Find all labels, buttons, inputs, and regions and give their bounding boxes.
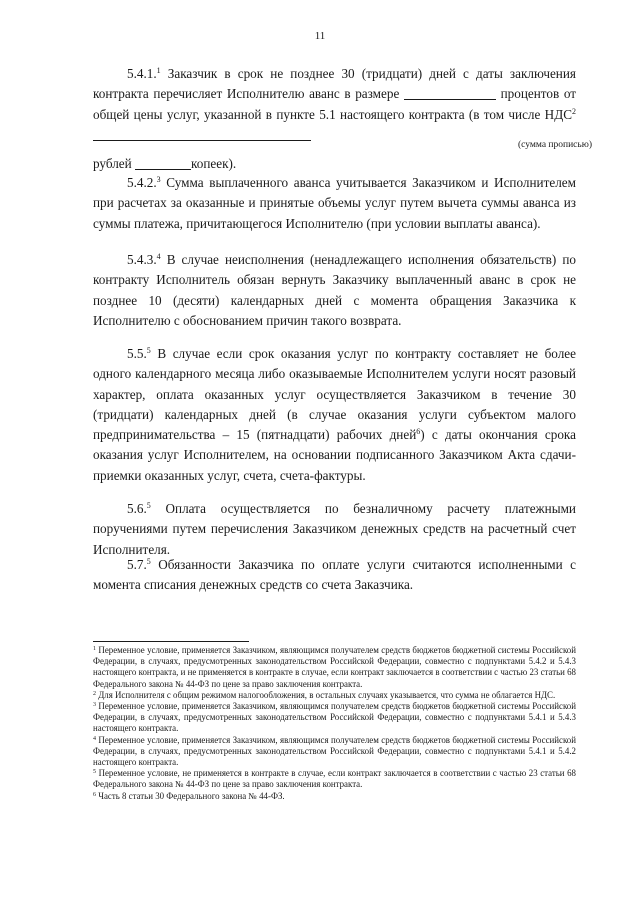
footnote-marker: 1 xyxy=(93,646,96,652)
clause-5-4-1-rub xyxy=(93,154,576,174)
page-number: 11 xyxy=(314,30,326,42)
clause-5-4-2 xyxy=(93,173,576,234)
clause-number: 5.4.3. xyxy=(127,252,157,267)
footnote-2 xyxy=(93,690,576,701)
clause-number: 5.7. xyxy=(127,557,147,572)
footnote-ref: 5 xyxy=(146,501,151,510)
footnote-marker: 5 xyxy=(93,769,96,776)
footnote-text: Часть 8 статьи 30 Федерального закона № 44-ФЗ. xyxy=(96,790,285,801)
footnote-6 xyxy=(93,791,576,802)
footnote-text: Переменное условие, применяется Заказчиком, являющимся получателем средств бюджетов бюджетной системы Российской Федерации, в случаях, предусмотренных законодательством Российской Федерации, совместно с подпунктами 5.4.1 и 5.4.2 настоящего контракта. xyxy=(93,734,576,768)
rubles-label: рублей xyxy=(93,156,136,171)
clause-text: Сумма выплаченного аванса учитывается Заказчиком и Исполнителем при расчетах за оказанные и принятые объемы услуг путем вычета суммы аванса из суммы платежа, причитающегося Исполнителю (при условии выплаты аванса). xyxy=(93,175,576,231)
clause-text-cont: процентов от общей цены услуг, указанной в пункте 5.1 настоящего контракта (в том числе НДС xyxy=(93,86,577,122)
sum-in-words-hint: (сумма прописью) xyxy=(518,140,592,150)
footnote-3 xyxy=(93,701,576,735)
footnote-ref: 6 xyxy=(416,427,421,437)
footnote-text: Переменное условие, применяется Заказчиком, являющимся получателем средств бюджетов бюджетной системы Российской Федерации, в случаях, предусмотренных законодательством Российской Федерации, совместно с подпунктами 5.4.2 и 5.4.3 настоящего контракта, и не применяется в контракте в случае, если контракт заключается в соответствии с частью 23 статьи 68 Федерального закона № 44-ФЗ по цене за право заключения контракта. xyxy=(93,645,576,689)
clause-text: Заказчик в срок не позднее 30 (тридцати) дней с даты заключения контракта перечисляет Исполнителю аванс в размере xyxy=(93,66,576,102)
footnote-ref: 2 xyxy=(572,106,576,116)
clause-text-cont: ) с даты окончания срока оказания услуг Исполнителем, на основании подписанного Заказчиком Акта сдачи-приемки оказанных услуг, счета, счета-фактуры. xyxy=(93,427,576,483)
footnote-5 xyxy=(93,768,576,790)
blank-field-percent xyxy=(404,86,496,100)
clause-5-5 xyxy=(93,344,576,486)
footnote-marker: 6 xyxy=(93,791,96,798)
footnote-ref: 3 xyxy=(156,175,161,184)
footnotes xyxy=(93,645,576,802)
blank-field-sum xyxy=(93,127,311,141)
clause-text: Оплата осуществляется по безналичному расчету платежными поручениями путем перечисления Заказчиком денежных средств на расчетный счет Исполнителя. xyxy=(93,501,576,557)
clause-number: 5.4.2. xyxy=(127,175,157,190)
clause-number: 5.5. xyxy=(127,346,147,361)
footnote-text: Для Исполнителя с общим режимом налогообложения, в остальных случаях указывается, что сумма не облагается НДС. xyxy=(96,689,556,700)
clause-number: 5.4.1. xyxy=(127,66,157,81)
footnote-ref: 4 xyxy=(156,252,161,261)
blank-field-kopeks xyxy=(135,156,191,170)
footnote-text: Переменное условие, применяется Заказчиком, являющимся получателем средств бюджетов бюджетной системы Российской Федерации, в случаях, предусмотренных законодательством Российской Федерации, совместно с подпунктами 5.4.1 и 5.4.3 настоящего контракта. xyxy=(93,701,576,734)
footnote-divider xyxy=(93,641,249,642)
footnote-4 xyxy=(93,735,576,769)
clause-5-4-1 xyxy=(93,64,576,145)
footnote-ref: 1 xyxy=(156,66,161,75)
clause-text: В случае если срок оказания услуг по контракту составляет не более одного календарного месяца либо оказываемые Исполнителем услуги носят разовый характер, оплата оказанных услуг осуществляется Заказчиком в течение 30 (тридцати) календарных дней (в случае оказания услуги субъектом малого предпринимательства – 15 (пятнадцати) рабочих дней xyxy=(93,346,576,443)
footnote-marker: 3 xyxy=(93,702,96,709)
clause-5-7 xyxy=(93,555,576,596)
footnote-text: Переменное условие, не применяется в контракте в случае, если контракт заключается в соответствии с частью 23 статьи 68 Федерального закона № 44-ФЗ по цене за право заключения контракта. xyxy=(93,768,576,790)
kopeks-label: копеек). xyxy=(191,156,237,171)
footnote-marker: 2 xyxy=(93,690,96,697)
clause-text: В случае неисполнения (ненадлежащего исполнения обязательств) по контракту Исполнитель обязан вернуть Заказчику выплаченный аванс в срок не позднее 10 (десяти) календарных дней с момента обращения Заказчика к Исполнителю с обоснованием причин такого возврата. xyxy=(93,252,576,328)
clause-number: 5.6. xyxy=(127,501,147,516)
clause-5-4-3 xyxy=(93,250,576,331)
footnote-ref: 5 xyxy=(146,346,151,355)
clause-5-6 xyxy=(93,499,576,560)
footnote-1 xyxy=(93,645,576,690)
footnote-marker: 4 xyxy=(93,735,96,742)
clause-text: Обязанности Заказчика по оплате услуги считаются исполненными с момента списания денежных средств со счета Заказчика. xyxy=(93,557,576,593)
footnote-ref: 5 xyxy=(146,557,151,566)
